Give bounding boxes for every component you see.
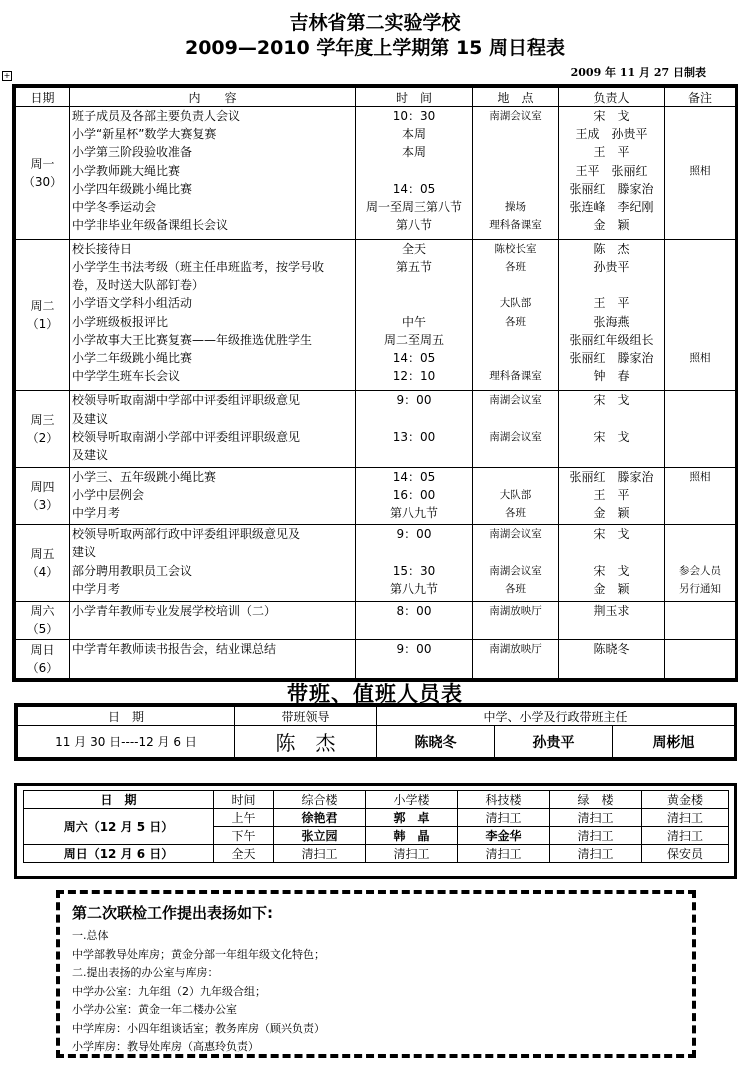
owner-line: 宋 戈 [593, 527, 630, 542]
time-line: 14：05 [392, 469, 436, 484]
time-line [358, 543, 470, 561]
place-cell [473, 640, 559, 679]
place-line [475, 410, 556, 428]
owner-line: 张丽红年级组长 [569, 332, 654, 347]
day-cell [16, 640, 70, 679]
duty-date: 11 月 30 日----12 月 6 日 [18, 726, 235, 758]
time-line: 8：00 [396, 603, 432, 618]
day-number: （1） [26, 317, 59, 332]
content-line: 中学冬季运动会 [72, 199, 157, 214]
notice-item: 一.总体 [72, 929, 109, 942]
note-line: 照相 [689, 164, 711, 177]
bldg-cell: 郭 卓 [366, 809, 458, 827]
bldg-h-zonghe: 综合楼 [274, 791, 366, 809]
place-line [475, 468, 556, 486]
content-line: 小学中层例会 [72, 487, 145, 502]
time-cell [356, 467, 473, 525]
content-cell [70, 525, 356, 601]
owner-line: 张丽红 滕家治 [569, 181, 654, 196]
content-line: 校长接待日 [72, 241, 133, 256]
duty-table [14, 703, 737, 761]
place-line: 各班 [505, 582, 526, 595]
content-line [72, 620, 353, 638]
col-time: 时 间 [356, 88, 473, 107]
note-line [667, 294, 733, 312]
notice-item: 中学办公室：九年组（2）九年级合组； [72, 984, 266, 998]
col-note: 备注 [665, 88, 736, 107]
note-line [667, 602, 733, 620]
col-place: 地 点 [473, 88, 559, 107]
note-cell [665, 601, 736, 640]
content-line [72, 658, 353, 676]
notice-item: 小学办公室：黄金一年二楼办公室 [72, 1003, 237, 1016]
col-date: 日期 [16, 88, 70, 107]
place-line: 南湖会议室 [489, 528, 542, 541]
content-line: 卷，及时送大队部钉卷） [72, 278, 205, 293]
schedule-header-row [16, 88, 736, 107]
made-date: 2009 年 11 月 27 日制表 [570, 66, 706, 79]
day-label: 周六 [30, 604, 55, 619]
day-label: 周日 [30, 643, 55, 658]
time-line: 第八九节 [389, 581, 438, 596]
note-line [667, 125, 733, 143]
note-line [667, 258, 733, 276]
bldg-h-xiaoxue: 小学楼 [366, 791, 458, 809]
note-line [667, 543, 733, 561]
place-line [475, 180, 556, 198]
notice-item: 中学部教导处库房；黄金分部一年组年级文化特色； [72, 947, 325, 961]
place-cell [473, 467, 559, 525]
time-line: 本周 [401, 145, 426, 160]
owner-line: 宋 戈 [593, 109, 630, 123]
owner-line: 张丽红 滕家治 [569, 469, 654, 484]
content-line: 小学第三阶段验收准备 [72, 145, 193, 160]
notice-title: 第二次联检工作提出表扬如下: [72, 904, 273, 922]
day-cell [16, 391, 70, 467]
time-line [358, 294, 470, 312]
owner-line: 孙贵平 [593, 259, 630, 274]
place-cell [473, 107, 559, 240]
bldg-cell: 李金华 [458, 827, 550, 845]
content-line: 中学月考 [72, 581, 121, 596]
bldg-cell: 清扫工 [366, 845, 458, 863]
day-number: （30） [22, 174, 63, 189]
schedule-day-row [16, 601, 736, 640]
duty-leader-header: 带班领导 [235, 707, 377, 726]
owner-line: 金 颖 [593, 506, 630, 521]
place-line: 操场 [505, 200, 526, 213]
note-line [667, 367, 733, 385]
content-line: 小学教师跳大绳比赛 [72, 163, 181, 178]
owner-line: 宋 戈 [593, 393, 630, 408]
place-line [475, 446, 556, 464]
content-cell [70, 640, 356, 679]
owner-line: 王成 孙贵平 [575, 127, 648, 142]
place-cell [473, 239, 559, 391]
day-number: （5） [26, 622, 59, 637]
day-label: 周五 [30, 546, 55, 561]
owner-line: 钟 春 [593, 369, 630, 384]
building-duty-table [14, 783, 737, 879]
place-line [475, 331, 556, 349]
content-cell [70, 391, 356, 467]
bldg-h-time: 时间 [214, 791, 274, 809]
note-line [667, 180, 733, 198]
owner-cell [559, 640, 665, 679]
note-line [667, 658, 733, 676]
time-line: 15：30 [392, 563, 436, 578]
time-cell [356, 239, 473, 391]
col-content: 内 容 [70, 88, 356, 107]
note-line [667, 198, 733, 216]
day-label: 周一 [30, 156, 55, 171]
table-row [24, 845, 729, 863]
bldg-cell: 韩 晶 [366, 827, 458, 845]
note-line [667, 620, 733, 638]
place-line: 大队部 [499, 297, 532, 310]
time-line: 9：00 [396, 642, 432, 657]
time-line [358, 620, 470, 638]
place-line [475, 125, 556, 143]
time-line [358, 162, 470, 180]
notice-item: 中学库房：小四年组谈话室；教务库房（顾兴负责） [72, 1021, 325, 1035]
note-line: 另行通知 [679, 582, 721, 595]
note-line [667, 486, 733, 504]
content-line: 及建议 [72, 447, 109, 462]
time-line [358, 410, 470, 428]
content-line: 中学非毕业年级备课组长会议 [72, 218, 229, 233]
content-line: 小学“新星杯”数学大赛复赛 [72, 127, 217, 142]
note-line [667, 391, 733, 409]
content-line: 中学月考 [72, 506, 121, 521]
time-line [358, 446, 470, 464]
time-line: 9：00 [396, 527, 432, 542]
bldg-cell: 清扫工 [550, 809, 642, 827]
owner-line: 金 颖 [593, 581, 630, 596]
time-cell [356, 601, 473, 640]
content-cell [70, 239, 356, 391]
content-line: 小学学生书法考级（班主任串班监考，按学号收 [72, 259, 325, 274]
note-line [667, 216, 733, 234]
owner-cell [559, 391, 665, 467]
day-label: 周二 [30, 299, 55, 314]
note-line [667, 143, 733, 161]
note-line: 参会人员 [679, 564, 721, 577]
bldg-cell: 清扫工 [550, 827, 642, 845]
place-line [475, 620, 556, 638]
day-label: 周三 [30, 413, 55, 428]
note-line [667, 331, 733, 349]
owner-cell [559, 239, 665, 391]
content-line: 中学学生班车长会议 [72, 369, 181, 384]
time-line: 13：00 [392, 429, 436, 444]
duty-section-title: 带班、值班人员表 [287, 682, 463, 706]
day-cell [16, 525, 70, 601]
content-line: 及建议 [72, 411, 109, 426]
bldg-sunday: 周日（12 月 6 日） [24, 845, 214, 863]
place-line: 各班 [505, 260, 526, 273]
schedule-day-row [16, 391, 736, 467]
owner-line: 宋 戈 [593, 563, 630, 578]
place-cell [473, 525, 559, 601]
note-cell [665, 391, 736, 467]
duty-teacher-2: 孙贵平 [495, 726, 613, 758]
content-cell [70, 107, 356, 240]
day-cell [16, 601, 70, 640]
owner-cell [559, 467, 665, 525]
bldg-h-keji: 科技楼 [458, 791, 550, 809]
time-line: 14：05 [392, 181, 436, 196]
place-line: 陈校长室 [494, 242, 537, 255]
day-cell [16, 107, 70, 240]
owner-line: 陈 杰 [593, 241, 630, 256]
duty-teacher-3: 周彬旭 [613, 726, 735, 758]
owner-line: 王 平 [593, 487, 630, 502]
day-label: 周四 [30, 480, 55, 494]
place-line: 理科备课室 [489, 219, 542, 232]
content-line: 校领导听取南湖中学部中评委组评职级意见 [72, 393, 301, 408]
notice-item: 二.提出表扬的办公室与库房： [72, 966, 219, 979]
owner-cell [559, 601, 665, 640]
content-line: 班子成员及各部主要负责人会议 [72, 109, 241, 123]
place-line [475, 143, 556, 161]
note-line [667, 446, 733, 464]
time-line: 10：30 [392, 109, 436, 123]
content-cell [70, 601, 356, 640]
time-line: 16：00 [392, 487, 436, 502]
place-line [475, 162, 556, 180]
time-line: 周一至周三第八节 [365, 199, 462, 214]
schedule-title: 2009—2010 学年度上学期第 15 周日程表 [184, 37, 566, 59]
duty-date-header: 日 期 [18, 707, 235, 726]
bldg-h-lv: 绿 楼 [550, 791, 642, 809]
place-line: 南湖放映厅 [489, 643, 542, 656]
owner-line [561, 276, 662, 294]
bldg-cell: 清扫工 [550, 845, 642, 863]
note-line: 照相 [689, 351, 711, 364]
time-line: 14：05 [392, 350, 436, 365]
bldg-cell: 清扫工 [458, 845, 550, 863]
duty-leader: 陈 杰 [235, 726, 377, 758]
bldg-cell: 清扫工 [274, 845, 366, 863]
note-line [667, 276, 733, 294]
schedule-day-row [16, 525, 736, 601]
place-line: 各班 [505, 507, 526, 520]
day-cell [16, 239, 70, 391]
place-line: 理科备课室 [489, 370, 542, 383]
note-cell [665, 640, 736, 679]
place-line: 南湖会议室 [489, 430, 542, 443]
schedule-day-row [16, 239, 736, 391]
owner-line: 张海燕 [593, 314, 630, 329]
time-cell [356, 525, 473, 601]
bldg-cell: 上午 [214, 809, 274, 827]
place-line: 南湖放映厅 [489, 604, 542, 617]
time-line: 第五节 [395, 259, 432, 274]
content-cell [70, 467, 356, 525]
time-cell [356, 640, 473, 679]
note-cell [665, 239, 736, 391]
time-cell [356, 391, 473, 467]
owner-line: 王 平 [593, 145, 630, 160]
time-line: 第八节 [395, 218, 432, 233]
time-line: 12：10 [392, 369, 436, 384]
content-line: 校领导听取两部行政中评委组评职级意见及 [72, 527, 301, 542]
content-line: 小学班级板报评比 [72, 314, 169, 329]
owner-line [561, 658, 662, 676]
place-line: 各班 [505, 315, 526, 328]
place-line: 南湖会议室 [489, 110, 542, 122]
time-line [358, 658, 470, 676]
bldg-cell: 清扫工 [458, 809, 550, 827]
time-line: 中午 [401, 314, 426, 329]
weekly-schedule-table [12, 84, 738, 682]
owner-line: 张丽红 滕家治 [569, 350, 654, 365]
owner-line: 张连峰 李纪刚 [569, 199, 654, 214]
place-line: 南湖会议室 [489, 564, 542, 577]
content-line: 小学故事大王比赛复赛——年级推选优胜学生 [72, 332, 313, 347]
col-owner: 负责人 [559, 88, 665, 107]
content-line: 建议 [72, 545, 97, 560]
bldg-cell: 下午 [214, 827, 274, 845]
note-line [667, 428, 733, 446]
note-line [667, 504, 733, 522]
table-move-handle-icon[interactable]: + [3, 71, 11, 80]
owner-line [561, 410, 662, 428]
note-line [667, 313, 733, 331]
content-line: 小学二年级跳小绳比赛 [72, 350, 193, 365]
content-line: 校领导听取南湖小学部中评委组评职级意见 [72, 429, 301, 444]
owner-line [561, 543, 662, 561]
place-line: 南湖会议室 [489, 394, 542, 407]
note-cell [665, 525, 736, 601]
owner-line: 金 颖 [593, 218, 630, 233]
content-line: 小学三、五年级跳小绳比赛 [72, 469, 217, 484]
time-line: 全天 [401, 241, 426, 256]
note-cell [665, 467, 736, 525]
note-line [667, 410, 733, 428]
bldg-h-date: 日 期 [24, 791, 214, 809]
content-line: 中学青年教师读书报告会，结业课总结 [72, 642, 277, 657]
place-cell [473, 391, 559, 467]
duty-teacher-1: 陈晓冬 [377, 726, 495, 758]
note-line: 照相 [689, 470, 711, 483]
day-number: （4） [26, 564, 59, 579]
time-line: 9：00 [396, 393, 432, 408]
day-number: （3） [26, 498, 59, 512]
time-line: 周二至周五 [383, 332, 444, 347]
place-line [475, 276, 556, 294]
content-line: 部分聘用教职员工会议 [72, 563, 193, 578]
content-line: 小学四年级跳小绳比赛 [72, 181, 193, 196]
place-line [475, 349, 556, 367]
bldg-cell: 全天 [214, 845, 274, 863]
notice-item: 小学库房：教导处库房（高惠玲负责） [72, 1040, 259, 1053]
table-row [24, 809, 729, 827]
schedule-day-row [16, 467, 736, 525]
place-line: 大队部 [499, 488, 532, 501]
time-line: 本周 [401, 127, 426, 142]
bldg-cell: 徐艳君 [274, 809, 366, 827]
content-line: 小学青年教师专业发展学校培训（二） [72, 603, 277, 618]
note-line [667, 640, 733, 658]
owner-cell [559, 107, 665, 240]
bldg-cell: 清扫工 [642, 809, 729, 827]
bldg-cell: 保安员 [642, 845, 729, 863]
building-header-row [24, 791, 729, 809]
place-line [475, 658, 556, 676]
owner-cell [559, 525, 665, 601]
note-cell [665, 107, 736, 240]
owner-line: 陈晓冬 [593, 642, 630, 657]
note-line [667, 240, 733, 258]
time-cell [356, 107, 473, 240]
commendation-notice [56, 890, 696, 1058]
school-name: 吉林省第二实验学校 [289, 12, 461, 34]
time-line [358, 276, 470, 294]
place-cell [473, 601, 559, 640]
schedule-day-row [16, 107, 736, 240]
day-number: （2） [26, 431, 59, 446]
bldg-h-huangjin: 黄金楼 [642, 791, 729, 809]
place-line [475, 543, 556, 561]
note-line [667, 107, 733, 125]
content-line: 小学语文学科小组活动 [72, 296, 193, 311]
note-line [667, 525, 733, 543]
time-line: 第八九节 [389, 506, 438, 521]
owner-line [561, 446, 662, 464]
bldg-cell: 清扫工 [642, 827, 729, 845]
owner-line: 荆玉求 [593, 603, 630, 618]
bldg-cell: 张立园 [274, 827, 366, 845]
schedule-day-row [16, 640, 736, 679]
bldg-saturday: 周六（12 月 5 日） [24, 809, 214, 845]
owner-line: 王平 张丽红 [575, 163, 648, 178]
day-cell [16, 467, 70, 525]
owner-line [561, 620, 662, 638]
owner-line: 王 平 [593, 296, 630, 311]
owner-line: 宋 戈 [593, 429, 630, 444]
duty-teacher-header: 中学、小学及行政带班主任 [377, 707, 735, 726]
day-number: （6） [26, 661, 59, 676]
